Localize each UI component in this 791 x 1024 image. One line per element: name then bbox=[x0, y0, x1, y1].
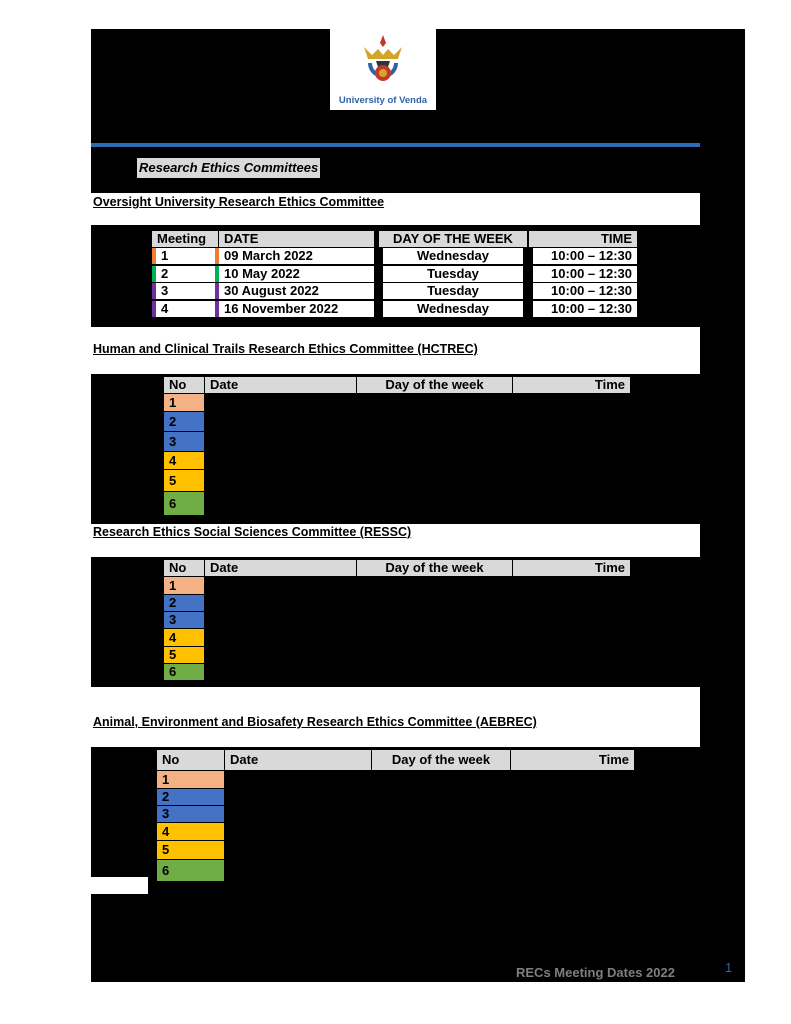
meeting-time: 10:00 – 12:30 bbox=[533, 301, 637, 317]
meeting-time: 10:00 – 12:30 bbox=[533, 283, 637, 299]
aebrec-table bbox=[157, 750, 634, 884]
row-number-cell: 5 bbox=[164, 647, 204, 663]
row-number-cell: 5 bbox=[157, 841, 224, 859]
meeting-date: 10 May 2022 bbox=[219, 266, 374, 282]
column-header: Date bbox=[205, 560, 356, 576]
column-header: No bbox=[164, 377, 204, 393]
white-strip bbox=[91, 877, 148, 894]
meeting-day: Wednesday bbox=[383, 248, 523, 264]
section-heading-ressc: Research Ethics Social Sciences Committee (RESSC) bbox=[93, 525, 412, 539]
column-header: DAY OF THE WEEK bbox=[379, 231, 527, 247]
column-header: No bbox=[164, 560, 204, 576]
row-number-cell: 2 bbox=[164, 595, 204, 611]
meeting-day: Tuesday bbox=[383, 266, 523, 282]
table-header-row bbox=[141, 231, 643, 247]
meeting-date: 16 November 2022 bbox=[219, 301, 374, 317]
column-header: Date bbox=[205, 377, 356, 393]
meeting-time: 10:00 – 12:30 bbox=[533, 248, 637, 264]
table-row bbox=[141, 283, 643, 299]
row-number-cell: 6 bbox=[157, 860, 224, 881]
row-number-cell: 5 bbox=[164, 470, 204, 491]
crest-icon bbox=[358, 33, 408, 93]
oversight-table bbox=[141, 226, 643, 324]
column-header: Day of the week bbox=[357, 560, 512, 576]
table-header-row bbox=[164, 377, 630, 393]
page-number: 1 bbox=[725, 960, 733, 975]
hctrec-table bbox=[164, 377, 630, 517]
column-header: Time bbox=[513, 560, 630, 576]
row-number-cell: 3 bbox=[164, 612, 204, 628]
meeting-number: 3 bbox=[156, 283, 218, 299]
table-header-row bbox=[157, 750, 634, 766]
meeting-time: 10:00 – 12:30 bbox=[533, 266, 637, 282]
table-row bbox=[141, 301, 643, 317]
table-row bbox=[141, 266, 643, 282]
meeting-day: Tuesday bbox=[383, 283, 523, 299]
table-row bbox=[141, 248, 643, 264]
row-number-cell: 3 bbox=[157, 806, 224, 822]
column-header: Time bbox=[511, 750, 634, 770]
column-header: Day of the week bbox=[357, 377, 512, 393]
meeting-number: 2 bbox=[156, 266, 218, 282]
footer-text: RECs Meeting Dates 2022 bbox=[516, 965, 675, 980]
row-number-cell: 4 bbox=[164, 452, 204, 469]
meeting-day: Wednesday bbox=[383, 301, 523, 317]
column-header: Date bbox=[225, 750, 371, 770]
section-heading-oversight: Oversight University Research Ethics Committee bbox=[93, 195, 385, 209]
meeting-number: 1 bbox=[156, 248, 218, 264]
column-header: Day of the week bbox=[372, 750, 510, 770]
meeting-date: 09 March 2022 bbox=[219, 248, 374, 264]
university-logo bbox=[330, 29, 436, 110]
document-title: Research Ethics Committees bbox=[137, 158, 320, 178]
column-header: Meeting bbox=[152, 231, 218, 247]
column-header: DATE bbox=[219, 231, 374, 247]
meeting-number: 4 bbox=[156, 301, 218, 317]
row-number-cell: 1 bbox=[164, 577, 204, 594]
section-heading-aebrec: Animal, Environment and Biosafety Research Ethics Committee (AEBREC) bbox=[93, 715, 537, 729]
column-header: Time bbox=[513, 377, 630, 393]
row-number-cell: 2 bbox=[157, 789, 224, 805]
row-number-cell: 6 bbox=[164, 664, 204, 680]
row-number-cell: 6 bbox=[164, 492, 204, 515]
meeting-date: 30 August 2022 bbox=[219, 283, 374, 299]
column-header: TIME bbox=[529, 231, 637, 247]
table-header-row bbox=[164, 560, 630, 576]
row-number-cell: 4 bbox=[157, 823, 224, 840]
logo-text: University of Venda bbox=[338, 95, 428, 106]
header-divider bbox=[91, 143, 700, 147]
row-number-cell: 1 bbox=[157, 771, 224, 788]
column-header: No bbox=[157, 750, 224, 770]
row-number-cell: 1 bbox=[164, 394, 204, 411]
row-number-cell: 4 bbox=[164, 629, 204, 646]
row-number-cell: 3 bbox=[164, 432, 204, 451]
row-number-cell: 2 bbox=[164, 412, 204, 431]
ressc-table bbox=[164, 560, 630, 680]
section-heading-hctrec: Human and Clinical Trails Research Ethics Committee (HCTREC) bbox=[93, 342, 478, 356]
